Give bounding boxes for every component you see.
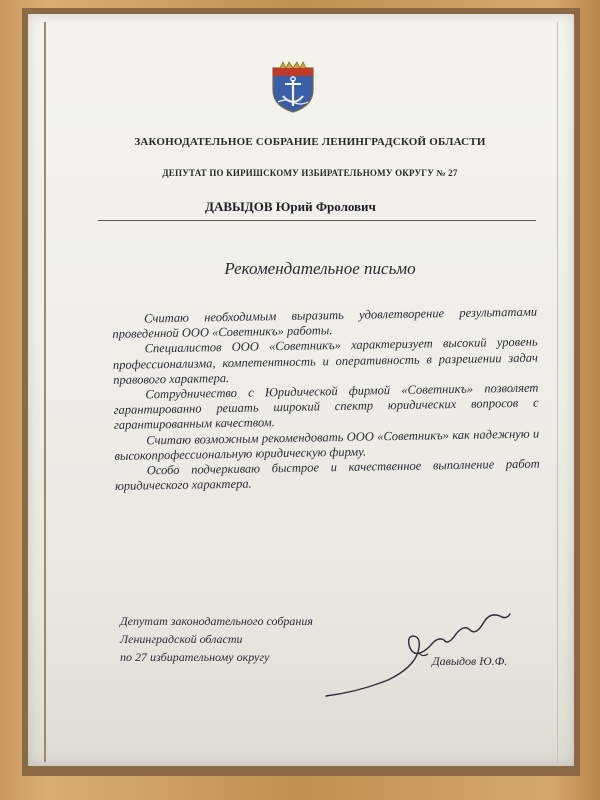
header-divider (98, 220, 536, 221)
signature-title-line-3: по 27 избирательному округу (120, 650, 270, 664)
paragraph-4: Считаю возможным рекомендовать ООО «Советникъ» как надежную и высокопрофессиональную юридическую фирму. (114, 426, 540, 463)
deputy-name: ДАВЫДОВ Юрий Фролович (205, 199, 376, 214)
letter-body (112, 305, 540, 495)
organization-header: ЗАКОНОДАТЕЛЬНОЕ СОБРАНИЕ ЛЕНИНГРАДСКОЙ ОБЛАСТИ (134, 136, 486, 148)
signature-title-line-1: Депутат законодательного собрания (120, 614, 313, 628)
signer-name: Давыдов Ю.Ф. (432, 654, 508, 668)
paragraph-3: Сотрудничество с Юридической фирмой «Советникъ» позволяет гарантированно решать широкий спектр юридических вопросов с гарантированным качеством. (113, 380, 539, 433)
coat-of-arms-icon (270, 60, 316, 114)
signature-title-line-2: Ленинградской области (120, 632, 243, 646)
deputy-header: ДЕПУТАТ ПО КИРИШСКОМУ ИЗБИРАТЕЛЬНОМУ ОКРУГУ № 27 (162, 168, 458, 178)
letter-title: Рекомендательное письмо (224, 259, 416, 278)
paragraph-2: Специалистов ООО «Советникъ» характеризует высокий уровень профессионализма, компетентность и оперативность в разрешении задач правового характера. (112, 334, 538, 387)
signature-title-block (120, 612, 313, 666)
paragraph-1: Считаю необходимым выразить удовлетворение результатами проведенной ООО «Советникъ» работы. (112, 304, 538, 342)
paragraph-5: Особо подчеркиваю быстрое и качественное выполнение работ юридического характера. (114, 456, 540, 494)
